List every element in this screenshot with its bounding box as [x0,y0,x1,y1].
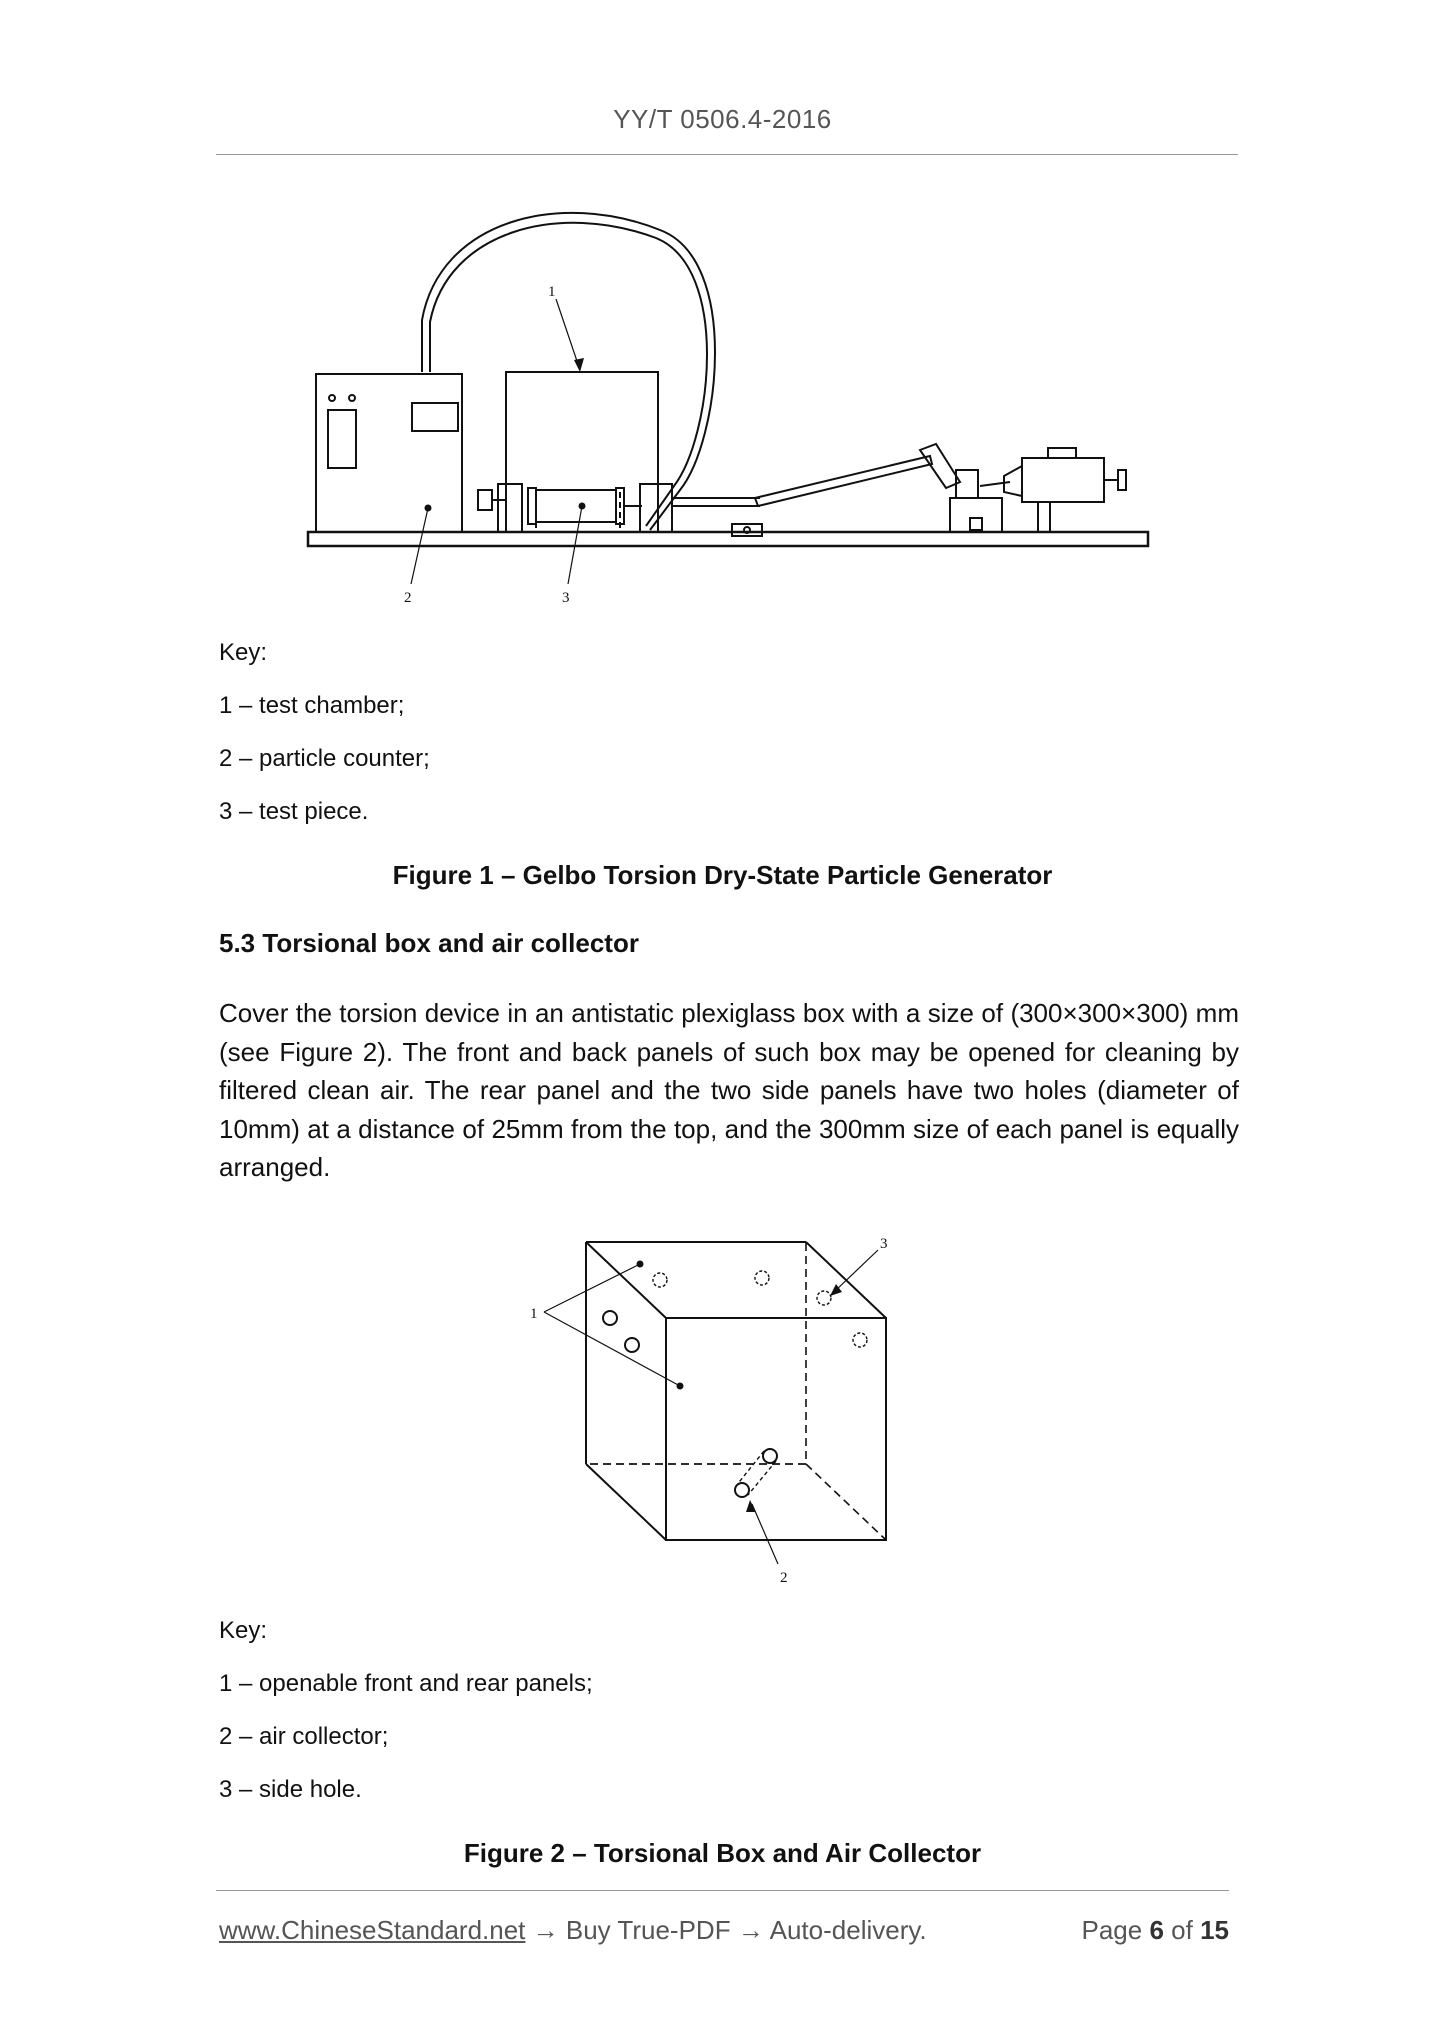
footer-delivery-text: Auto-delivery. [769,1915,927,1945]
footer-website-link[interactable]: www.ChineseStandard.net [219,1915,526,1945]
figure-2-key-item: 3 – side hole. [219,1776,362,1803]
figure-1-callout-2: 2 [404,590,412,606]
footer-buy-text: Buy True-PDF [565,1915,731,1945]
arrow-icon: → [737,1915,764,1945]
running-header: YY/T 0506.4-2016 [613,104,832,134]
figure-1-drawing [300,200,1160,610]
figure-1-key-title: Key: [219,639,268,666]
figure-2-callout-2: 2 [780,1570,788,1586]
figure-2-key-item: 1 – openable front and rear panels; [219,1670,593,1697]
figure-1-callout-3: 3 [562,590,570,606]
footer-rule [216,1890,1229,1891]
figure-1-callout-1: 1 [548,284,556,300]
figure-2-caption: Figure 2 – Torsional Box and Air Collector [463,1838,982,1868]
figure-1-key-item: 3 – test piece. [219,798,369,825]
figure-1-caption: Figure 1 – Gelbo Torsion Dry-State Particle Generator [392,860,1053,890]
section-heading: 5.3 Torsional box and air collector [219,928,639,958]
figure-2-key-item: 2 – air collector; [219,1723,389,1750]
section-paragraph: Cover the torsion device in an antistatic plexiglass box with a size of (300×300×300) mm (see Figure 2). The front and back panels of such box may be opened for cleaning by filtered clean air. The rear panel and the two side panels have two holes (diameter of 10mm) at a distance of 25mm from the top, and the 300mm size of each panel is equally arranged. [219,998,1239,1182]
figure-2-callout-1: 1 [530,1306,538,1322]
header-rule [216,154,1238,155]
figure-2-drawing [520,1228,900,1588]
page-footer [219,1915,1229,1946]
arrow-icon: → [532,1915,559,1945]
figure-1-key-item: 2 – particle counter; [219,745,430,772]
figure-2-callout-3: 3 [880,1236,888,1252]
figure-2-key-title: Key: [219,1617,268,1644]
figure-1-key-item: 1 – test chamber; [219,692,405,719]
page-number: Page 6 of 15 [1081,1915,1229,1945]
